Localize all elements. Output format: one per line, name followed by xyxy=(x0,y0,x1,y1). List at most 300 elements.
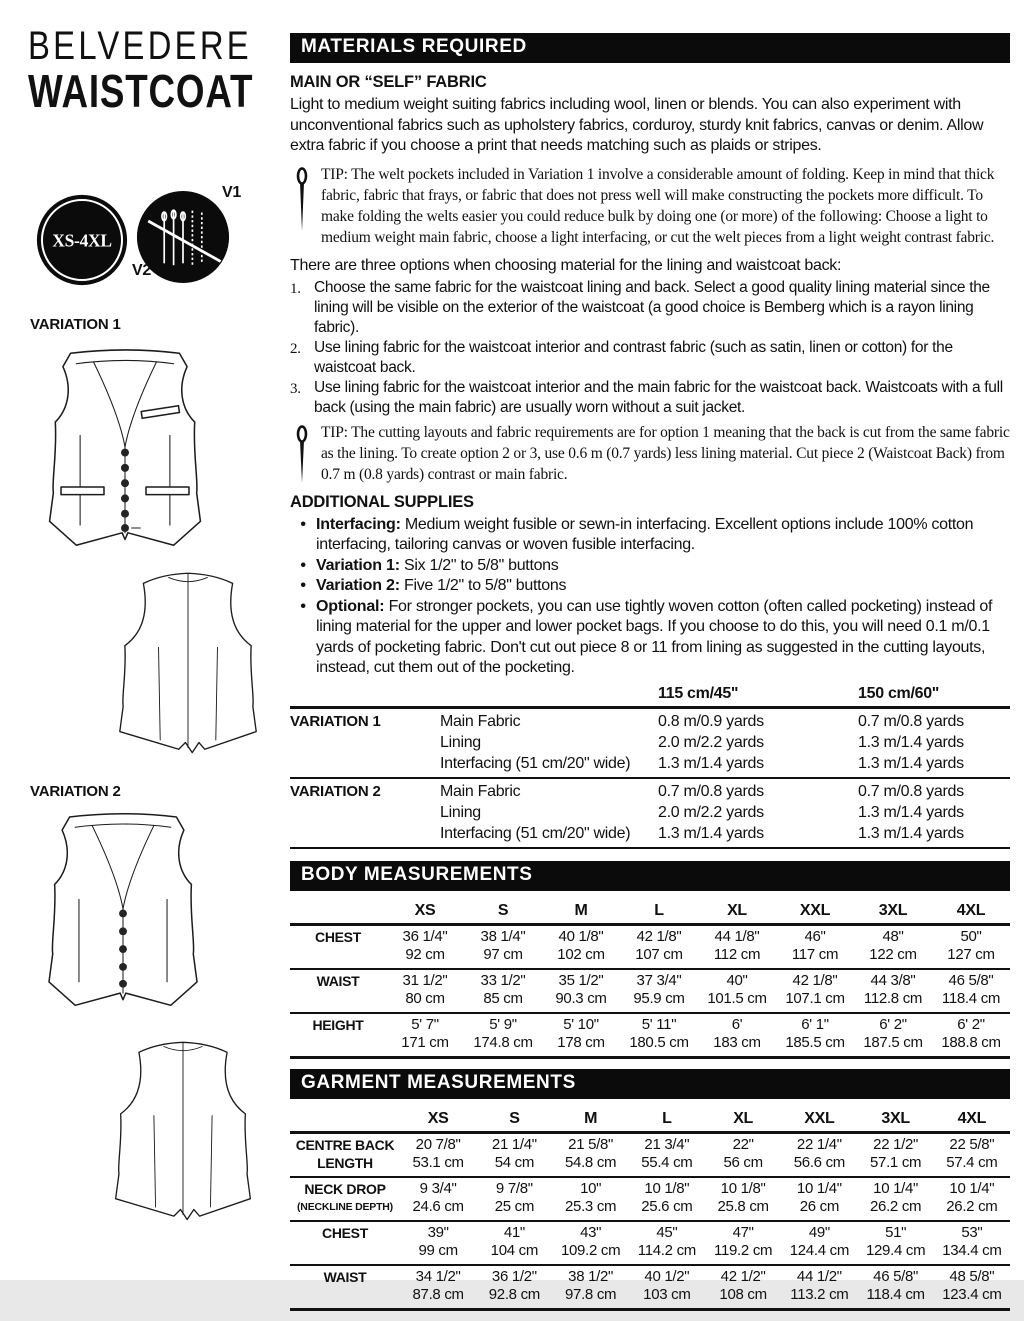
cm-value: 185.5 cm xyxy=(785,1034,845,1051)
variation2-front-illustration xyxy=(32,802,214,1010)
measurement-cell xyxy=(776,1013,854,1058)
inch-value: 33 1/2" xyxy=(480,971,526,989)
item-cell: Interfacing (51 cm/20" wide) xyxy=(440,824,631,842)
inch-value: 39" xyxy=(427,1223,449,1241)
measurement-row xyxy=(290,1221,1010,1265)
size-header: XS xyxy=(400,1109,476,1133)
inch-value: 10 1/4" xyxy=(873,1179,919,1197)
garment-measurements-table xyxy=(290,1109,1010,1311)
measurement-cell xyxy=(476,1265,552,1310)
inch-value: 43" xyxy=(580,1223,602,1241)
cm-value: 25.8 cm xyxy=(717,1198,769,1215)
measurement-cell xyxy=(542,924,620,969)
measurement-cell xyxy=(932,1013,1010,1058)
tip-welt-pockets-text: TIP: The welt pockets included in Variation 1 involve a considerable amount of folding. Keep in mind that thick fabric, fabric that frays, or fabric that does not press well will make constructing the pockets more difficult. To make folding the welts easier you could reduce bulk by doing one (or more) of the following: Choose a light to medium weight main fabric, choose a light interfacing, or cut the welt pieces from a light weight contrast fabric. xyxy=(321,165,995,246)
measurement-cell xyxy=(386,924,464,969)
cm-value: 80 cm xyxy=(405,990,445,1007)
cm-value: 54 cm xyxy=(494,1154,535,1171)
needle-icon xyxy=(294,167,310,233)
lining-options-intro: There are three options when choosing material for the lining and waistcoat back: xyxy=(290,256,842,274)
inch-value: 46 5/8" xyxy=(873,1267,919,1285)
cm-value: 118.4 cm xyxy=(941,990,1001,1007)
supply-label: Variation 2: xyxy=(316,577,400,594)
row-label xyxy=(290,1177,400,1221)
measurement-cell xyxy=(400,1221,476,1265)
fabric-table-row xyxy=(290,711,1010,732)
inch-value: 40" xyxy=(726,971,748,989)
cm-value: 174.8 cm xyxy=(473,1034,533,1051)
cm-value: 25.6 cm xyxy=(641,1198,693,1215)
inch-value: 44 1/8" xyxy=(714,927,760,945)
fabric-table-header xyxy=(290,685,1010,709)
inch-value: 10 1/4" xyxy=(796,1179,842,1197)
supply-item xyxy=(290,597,1010,679)
bullet-icon: • xyxy=(300,556,306,574)
measurement-row xyxy=(290,969,1010,1013)
measurement-cell xyxy=(776,969,854,1013)
inch-value: 22 5/8" xyxy=(949,1135,995,1153)
measurement-cell xyxy=(854,969,932,1013)
measurement-cell xyxy=(698,969,776,1013)
measurement-row xyxy=(290,1013,1010,1058)
measurement-cell xyxy=(934,1221,1010,1265)
inch-value: 5' 10" xyxy=(563,1015,599,1033)
measurement-cell xyxy=(464,924,542,969)
tip-cutting-layouts-text: TIP: The cutting layouts and fabric requirements are for option 1 meaning that the back is cut from the same fabric as the lining. To create option 2 or 3, use 0.6 m (0.7 yards) less lining material. Cut piece 2 (Waistcoat Back) from 0.7 m (0.8 yards) contrast or main fabric. xyxy=(321,423,1010,483)
variation1-back-illustration xyxy=(108,558,268,762)
measurement-cell xyxy=(629,1177,705,1221)
cm-value: 26 cm xyxy=(799,1198,840,1215)
measurement-cell xyxy=(629,1265,705,1310)
inch-value: 22" xyxy=(732,1135,754,1153)
cm-value: 101.5 cm xyxy=(707,990,767,1007)
inch-value: 42 1/8" xyxy=(792,971,838,989)
inch-value: 40 1/2" xyxy=(644,1267,690,1285)
pattern-name-line1: BELVEDERE xyxy=(28,24,252,68)
supply-item xyxy=(290,576,1010,597)
inch-value: 40 1/8" xyxy=(558,927,604,945)
row-label-line2: (NECKLINE DEPTH) xyxy=(297,1201,393,1213)
inch-value: 9 7/8" xyxy=(495,1179,533,1197)
inch-value: 5' 7" xyxy=(411,1015,439,1033)
measurement-cell xyxy=(620,1013,698,1058)
size-header: S xyxy=(476,1109,552,1133)
cm-value: 112.8 cm xyxy=(863,990,923,1007)
measurement-cell xyxy=(781,1221,857,1265)
item-cell: Lining xyxy=(440,803,481,821)
supply-text: Optional: For stronger pockets, you can use tightly woven cotton (often called pocketing) instead of lining material for the upper and lower pocket bags. If you choose to do this, you will need 0.1 m/0.1 yards of pocketing fabric. Don't cut out piece 8 or 11 from lining as suggested in the cutting layouts, instead, cut them out of the pocketing. xyxy=(316,597,993,676)
fabric-table-row xyxy=(290,802,1010,823)
width-header-115: 115 cm/45" xyxy=(658,684,739,702)
badges xyxy=(30,186,280,306)
tip-cutting-layouts xyxy=(290,422,1010,485)
fabric-table-row xyxy=(290,753,1010,774)
cm-value: 183 cm xyxy=(713,1034,761,1051)
inch-value: 53" xyxy=(961,1223,983,1241)
cm-value: 87.8 cm xyxy=(412,1286,464,1303)
yardage-150-cell: 0.7 m/0.8 yards xyxy=(858,782,964,800)
left-column xyxy=(28,24,278,800)
measurement-cell xyxy=(476,1132,552,1177)
cm-value: 95.9 cm xyxy=(633,990,685,1007)
fabric-table-row xyxy=(290,781,1010,802)
supply-label: Interfacing: xyxy=(316,515,401,533)
cm-value: 26.2 cm xyxy=(869,1198,922,1215)
variation2-label: VARIATION 2 xyxy=(30,783,121,800)
measurement-cell xyxy=(553,1221,629,1265)
measurement-cell xyxy=(476,1221,552,1265)
cm-value: 108 cm xyxy=(719,1286,767,1303)
body-measurements-header: BODY MEASUREMENTS xyxy=(290,861,1010,891)
inch-value: 20 7/8" xyxy=(415,1135,461,1153)
cm-value: 24.6 cm xyxy=(412,1198,464,1215)
measurement-cell xyxy=(781,1132,857,1177)
cm-value: 97 cm xyxy=(483,946,523,963)
variation-cell xyxy=(290,802,440,823)
cm-value: 188.8 cm xyxy=(941,1034,1001,1051)
measurement-cell xyxy=(854,924,932,969)
pattern-name-line2: WAISTCOAT xyxy=(28,65,254,117)
cm-value: 114.2 cm xyxy=(637,1242,696,1259)
cm-value: 103 cm xyxy=(643,1286,691,1303)
measurement-cell xyxy=(858,1265,934,1310)
fabric-variation-group xyxy=(290,709,1010,779)
supply-label: Variation 1: xyxy=(316,556,400,574)
size-header: 3XL xyxy=(854,901,932,925)
needle-icon xyxy=(294,425,310,485)
size-header: XXL xyxy=(776,901,854,925)
inch-value: 21 5/8" xyxy=(568,1135,614,1153)
row-label xyxy=(290,1132,400,1177)
cm-value: 97.8 cm xyxy=(564,1286,617,1303)
inch-value: 50" xyxy=(960,927,982,945)
measurement-cell xyxy=(698,1013,776,1058)
cm-value: 123.4 cm xyxy=(942,1286,1002,1303)
measurement-cell xyxy=(629,1132,705,1177)
variation-cell xyxy=(290,732,440,753)
cm-value: 124.4 cm xyxy=(789,1242,850,1259)
inch-value: 22 1/4" xyxy=(796,1135,842,1153)
material-option xyxy=(290,278,1010,338)
yardage-115-cell: 2.0 m/2.2 yards xyxy=(658,803,764,821)
cm-value: 187.5 cm xyxy=(863,1034,923,1051)
inch-value: 10 1/8" xyxy=(720,1179,766,1197)
inch-value: 48" xyxy=(882,927,904,945)
inch-value: 34 1/2" xyxy=(415,1267,461,1285)
fabric-table-row xyxy=(290,732,1010,753)
yardage-150-cell: 1.3 m/1.4 yards xyxy=(858,824,964,842)
measurement-cell xyxy=(400,1265,476,1310)
yardage-150-cell: 1.3 m/1.4 yards xyxy=(858,733,964,751)
inch-value: 21 3/4" xyxy=(644,1135,690,1153)
svg-text:XS-4XL: XS-4XL xyxy=(52,230,112,251)
cm-value: 25 cm xyxy=(494,1198,535,1215)
row-label xyxy=(290,1265,400,1310)
inch-value: 49" xyxy=(808,1223,830,1241)
fabric-requirements-table xyxy=(290,685,1010,849)
measurement-cell xyxy=(542,969,620,1013)
inch-value: 51" xyxy=(885,1223,907,1241)
cm-value: 57.4 cm xyxy=(946,1154,998,1171)
variation1-badge-label: V1 xyxy=(222,184,241,201)
measurement-cell xyxy=(400,1132,476,1177)
cm-value: 25.3 cm xyxy=(564,1198,617,1215)
cm-value: 85 cm xyxy=(483,990,523,1007)
inch-value: 38 1/4" xyxy=(480,927,526,945)
inch-value: 42 1/2" xyxy=(720,1267,766,1285)
cm-value: 26.2 cm xyxy=(946,1198,998,1215)
size-header: 4XL xyxy=(932,901,1010,925)
option-number: 1. xyxy=(290,280,301,297)
inch-value: 6' xyxy=(731,1015,743,1033)
cm-value: 171 cm xyxy=(401,1034,449,1051)
inch-value: 37 3/4" xyxy=(636,971,682,989)
row-label xyxy=(290,1221,400,1265)
measurement-cell xyxy=(476,1177,552,1221)
measurement-cell xyxy=(858,1177,934,1221)
cm-value: 54.8 cm xyxy=(564,1154,617,1171)
variation1-front-illustration xyxy=(32,338,218,550)
measurement-cell xyxy=(854,1013,932,1058)
size-header: M xyxy=(553,1109,629,1133)
inch-value: 36 1/4" xyxy=(402,927,448,945)
inch-value: 42 1/8" xyxy=(636,927,682,945)
cm-value: 104 cm xyxy=(490,1242,539,1259)
size-header: XXL xyxy=(781,1109,857,1133)
measurement-row xyxy=(290,1265,1010,1310)
item-cell: Main Fabric xyxy=(440,782,521,800)
supply-item xyxy=(290,556,1010,577)
measurement-cell xyxy=(781,1265,857,1310)
supply-label: Optional: xyxy=(316,597,385,615)
measurement-cell xyxy=(934,1132,1010,1177)
cm-value: 90.3 cm xyxy=(555,990,607,1007)
right-column xyxy=(290,33,1010,1321)
cm-value: 92.8 cm xyxy=(488,1286,540,1303)
cm-value: 112 cm xyxy=(713,946,761,963)
cm-value: 129.4 cm xyxy=(865,1242,926,1259)
measurement-cell xyxy=(932,924,1010,969)
inch-value: 31 1/2" xyxy=(402,971,448,989)
measurement-cell xyxy=(705,1132,781,1177)
row-label-line1: HEIGHT xyxy=(312,1016,364,1033)
row-label-line1: CHEST xyxy=(322,1224,368,1241)
size-header: XL xyxy=(698,901,776,925)
inch-value: 10 1/8" xyxy=(644,1179,690,1197)
inch-value: 41" xyxy=(503,1223,525,1241)
cm-value: 107.1 cm xyxy=(785,990,845,1007)
main-fabric-text: Light to medium weight suiting fabrics including wool, linen or blends. You can also experiment with unconventional fabrics such as upholstery fabrics, corduroy, sturdy knit fabrics, canvas or denim. Allow extra fabric if you choose a print that needs matching such as plaids or stripes. xyxy=(290,96,984,154)
yardage-115-cell: 2.0 m/2.2 yards xyxy=(658,733,764,751)
cm-value: 53.1 cm xyxy=(412,1154,464,1171)
inch-value: 47" xyxy=(732,1223,754,1241)
inch-value: 5' 11" xyxy=(641,1015,677,1033)
size-header-spacer xyxy=(290,1109,400,1133)
material-option xyxy=(290,378,1010,418)
cm-value: 118.4 cm xyxy=(866,1286,925,1303)
inch-value: 44 1/2" xyxy=(796,1267,842,1285)
additional-supplies-heading: ADDITIONAL SUPPLIES xyxy=(290,492,474,511)
supply-item xyxy=(290,515,1010,556)
measurement-cell xyxy=(934,1177,1010,1221)
cm-value: 102 cm xyxy=(557,946,605,963)
measurement-cell xyxy=(542,1013,620,1058)
main-fabric-heading: MAIN OR “SELF” FABRIC xyxy=(290,73,487,91)
inch-value: 6' 1" xyxy=(801,1015,829,1033)
measurement-cell xyxy=(464,1013,542,1058)
yardage-150-cell: 1.3 m/1.4 yards xyxy=(858,754,964,772)
cm-value: 134.4 cm xyxy=(942,1242,1002,1259)
yardage-150-cell: 0.7 m/0.8 yards xyxy=(858,712,964,730)
cm-value: 119.2 cm xyxy=(714,1242,773,1259)
yardage-115-cell: 1.3 m/1.4 yards xyxy=(658,754,764,772)
inch-value: 5' 9" xyxy=(489,1015,517,1033)
measurement-cell xyxy=(620,924,698,969)
row-label-line1: WAIST xyxy=(316,972,360,989)
measurement-cell xyxy=(553,1177,629,1221)
row-label-line2: LENGTH xyxy=(317,1155,373,1171)
option-number: 2. xyxy=(290,340,301,357)
cm-value: 122 cm xyxy=(869,946,917,963)
row-label-line1: NECK DROP xyxy=(304,1180,386,1197)
bullet-icon: • xyxy=(300,577,306,594)
supply-text: Variation 1: Six 1/2" to 5/8" buttons xyxy=(316,556,559,574)
measurement-cell xyxy=(858,1132,934,1177)
measurement-cell xyxy=(464,969,542,1013)
measurement-cell xyxy=(705,1221,781,1265)
measurement-cell xyxy=(705,1177,781,1221)
measurement-cell xyxy=(629,1221,705,1265)
inch-value: 44 3/8" xyxy=(870,971,916,989)
cm-value: 127 cm xyxy=(947,946,995,963)
variation2-badge-label: V2 xyxy=(132,262,151,279)
option-text: Use lining fabric for the waistcoat interior and contrast fabric (such as satin, linen or cotton) for the waistcoat back. xyxy=(314,338,953,376)
measurement-cell xyxy=(400,1177,476,1221)
variation-cell xyxy=(290,823,440,844)
cm-value: 109.2 cm xyxy=(560,1242,621,1259)
measurement-cell xyxy=(386,969,464,1013)
cm-value: 57.1 cm xyxy=(869,1154,922,1171)
material-options-list xyxy=(290,278,1010,418)
materials-required-header: MATERIALS REQUIRED xyxy=(290,33,1010,63)
inch-value: 35 1/2" xyxy=(558,971,604,989)
size-header: S xyxy=(464,901,542,925)
measurement-cell xyxy=(386,1013,464,1058)
measurement-cell xyxy=(776,924,854,969)
size-header-spacer xyxy=(290,901,386,925)
size-header: 3XL xyxy=(858,1109,934,1133)
size-range-badge-icon xyxy=(36,194,128,286)
row-label-line1: WAIST xyxy=(323,1268,367,1285)
supply-text: Variation 2: Five 1/2" to 5/8" buttons xyxy=(316,577,567,594)
measurement-cell xyxy=(781,1177,857,1221)
item-cell: Main Fabric xyxy=(440,712,521,730)
inch-value: 10 1/4" xyxy=(949,1179,995,1197)
fabric-table-row xyxy=(290,823,1010,844)
inch-value: 46" xyxy=(804,927,826,945)
cm-value: 117 cm xyxy=(791,946,839,963)
inch-value: 6' 2" xyxy=(957,1015,985,1033)
option-number: 3. xyxy=(290,380,301,397)
variation-cell: VARIATION 1 xyxy=(290,712,381,730)
size-header-row xyxy=(290,901,1010,925)
item-cell: Interfacing (51 cm/20" wide) xyxy=(440,754,631,772)
row-label-line1: CENTRE BACK xyxy=(295,1136,395,1153)
size-header: L xyxy=(629,1109,705,1133)
width-header-150: 150 cm/60" xyxy=(858,684,940,702)
supply-text: Interfacing: Medium weight fusible or sewn-in interfacing. Excellent options include 100% cotton interfacing, tailoring canvas or woven fusible interfacing. xyxy=(316,515,974,553)
yardage-115-cell: 0.7 m/0.8 yards xyxy=(658,782,764,800)
garment-measurements-header: GARMENT MEASUREMENTS xyxy=(290,1069,1010,1099)
body-measurements-table xyxy=(290,901,1010,1059)
bullet-icon: • xyxy=(300,515,306,533)
size-header: XS xyxy=(386,901,464,925)
option-text: Choose the same fabric for the waistcoat lining and back. Select a good quality lining material since the lining will be visible on the exterior of the waistcoat (a good choice is Bemberg which is a rayon lining fabric). xyxy=(314,278,990,336)
inch-value: 10" xyxy=(580,1179,602,1197)
inch-value: 48 5/8" xyxy=(949,1267,995,1285)
size-header: L xyxy=(620,901,698,925)
inch-value: 21 1/4" xyxy=(491,1135,537,1153)
variation-cell: VARIATION 2 xyxy=(290,782,381,800)
cm-value: 92 cm xyxy=(405,946,445,963)
row-label xyxy=(290,1013,386,1058)
size-header-row xyxy=(290,1109,1010,1133)
row-label xyxy=(290,969,386,1013)
spacer xyxy=(440,685,658,703)
variation2-back-illustration xyxy=(104,1024,262,1232)
inch-value: 46 5/8" xyxy=(948,971,994,989)
cm-value: 113.2 cm xyxy=(790,1286,849,1303)
option-text: Use lining fabric for the waistcoat interior and the main fabric for the waistcoat back. Waistcoats with a full back (using the main fabric) are usually worn without a suit jacket. xyxy=(314,378,1003,416)
measurement-cell xyxy=(705,1265,781,1310)
measurement-cell xyxy=(932,969,1010,1013)
inch-value: 45" xyxy=(656,1223,678,1241)
fabric-variation-group xyxy=(290,779,1010,849)
measurement-cell xyxy=(698,924,776,969)
inch-value: 38 1/2" xyxy=(568,1267,614,1285)
material-option xyxy=(290,338,1010,378)
inch-value: 22 1/2" xyxy=(873,1135,919,1153)
cm-value: 56.6 cm xyxy=(793,1154,845,1171)
yardage-115-cell: 0.8 m/0.9 yards xyxy=(658,712,764,730)
inch-value: 36 1/2" xyxy=(491,1267,537,1285)
variation-cell xyxy=(290,753,440,774)
measurement-row xyxy=(290,1177,1010,1221)
cm-value: 107 cm xyxy=(635,946,683,963)
cm-value: 178 cm xyxy=(557,1034,605,1051)
cm-value: 56 cm xyxy=(723,1154,763,1171)
size-header: 4XL xyxy=(934,1109,1010,1133)
yardage-150-cell: 1.3 m/1.4 yards xyxy=(858,803,964,821)
variation1-label: VARIATION 1 xyxy=(30,316,121,333)
measurement-cell xyxy=(553,1265,629,1310)
measurement-row xyxy=(290,924,1010,969)
size-header: M xyxy=(542,901,620,925)
yardage-115-cell: 1.3 m/1.4 yards xyxy=(658,824,764,842)
inch-value: 6' 2" xyxy=(879,1015,907,1033)
measurement-cell xyxy=(858,1221,934,1265)
bullet-icon: • xyxy=(300,597,306,615)
measurement-cell xyxy=(934,1265,1010,1310)
row-label xyxy=(290,924,386,969)
spacer xyxy=(290,685,440,703)
inch-value: 9 3/4" xyxy=(419,1179,457,1197)
size-header: XL xyxy=(705,1109,781,1133)
cm-value: 180.5 cm xyxy=(629,1034,689,1051)
row-label-line1: CHEST xyxy=(315,928,361,945)
measurement-cell xyxy=(553,1132,629,1177)
additional-supplies-list xyxy=(290,515,1010,679)
